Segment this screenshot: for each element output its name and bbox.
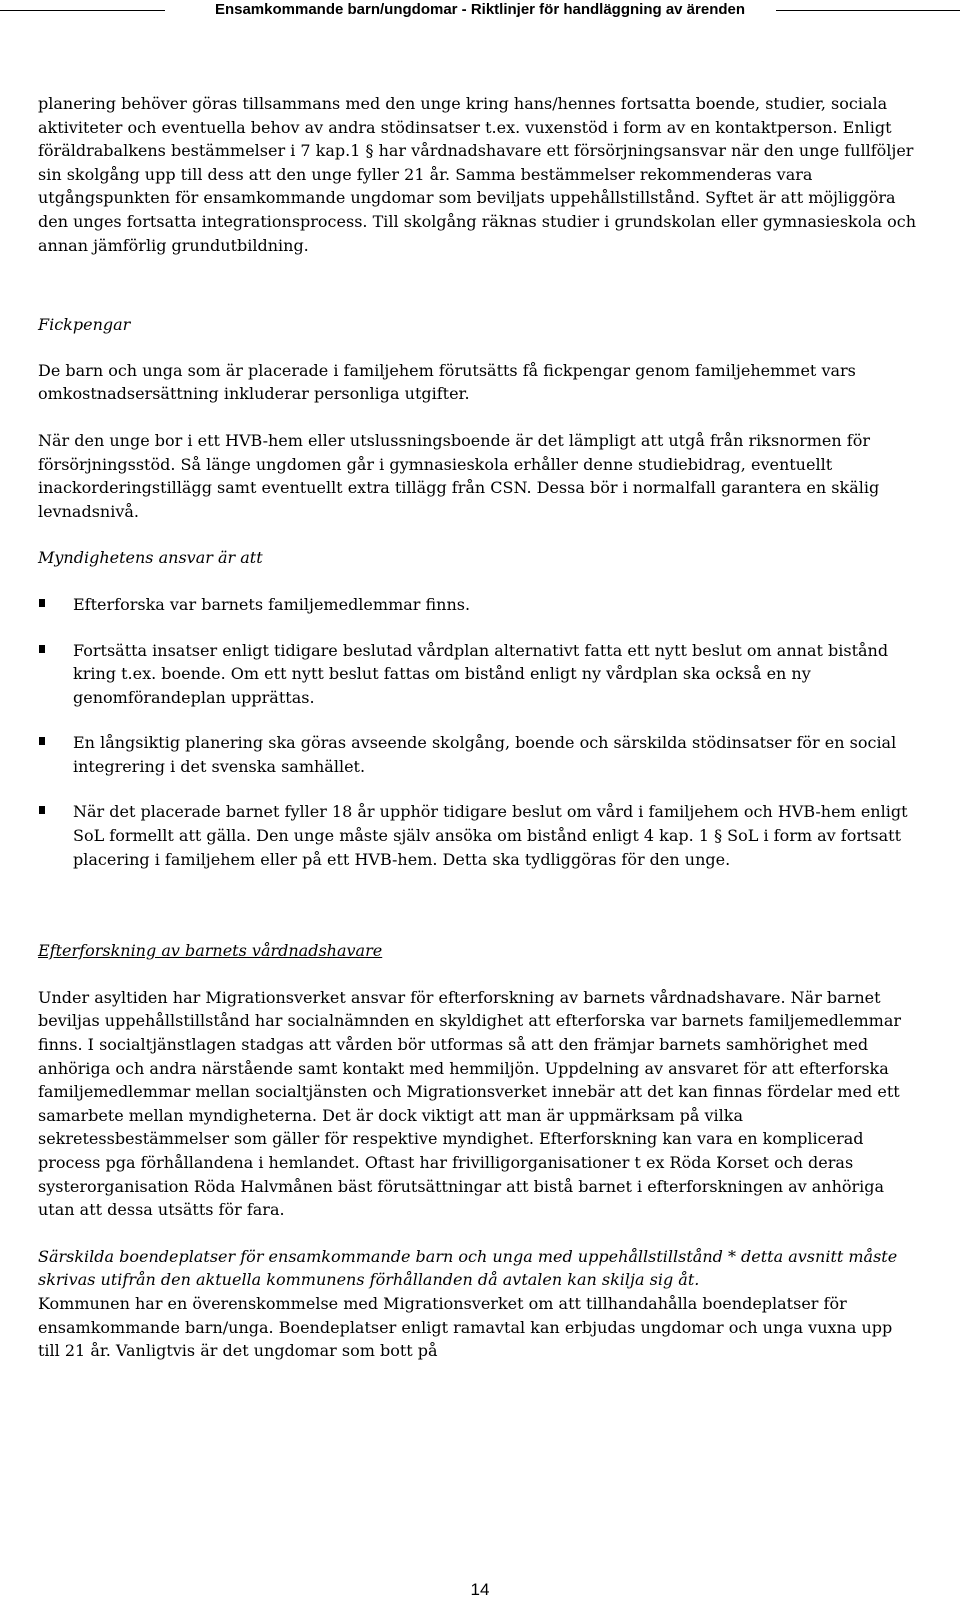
list-item-text: Efterforska var barnets familjemedlemmar finns. [73, 594, 471, 614]
bullet-square-icon [39, 806, 45, 814]
header-rule-right [776, 10, 960, 11]
bullet-square-icon [39, 645, 45, 653]
bullet-square-icon [39, 599, 45, 607]
list-item [38, 731, 918, 778]
list-item-text: Fortsätta insatser enligt tidigare beslutad vårdplan alternativt fatta ett nytt beslut om annat bistånd kring t.ex. boende. Om ett nytt beslut fattas om bistånd enligt ny vårdplan ska också en ny genomförandeplan upprättas. [73, 640, 889, 707]
myndighet-heading: Myndighetens ansvar är att [38, 548, 263, 568]
list-item [38, 800, 918, 871]
fickpengar-paragraph-1: De barn och unga som är placerade i familjehem förutsätts få fickpengar genom familjehemmet vars omkostnadsersättning inkluderar personliga utgifter. [38, 360, 856, 404]
responsibility-list [38, 593, 918, 871]
bullet-square-icon [39, 737, 45, 745]
list-item [38, 639, 918, 710]
list-item-text: En långsiktig planering ska göras avseende skolgång, boende och särskilda stödinsatser för en social integrering i det svenska samhället. [73, 733, 897, 776]
list-item [38, 593, 918, 617]
running-header [0, 0, 960, 22]
efterforskning-heading: Efterforskning av barnets vårdnadshavare [38, 941, 383, 961]
document-body [38, 92, 918, 1363]
fickpengar-heading: Fickpengar [38, 315, 131, 335]
intro-paragraph: planering behöver göras tillsammans med den unge kring hans/hennes fortsatta boende, studier, sociala aktiviteter och eventuella behov av andra stödinsatser t.ex. vuxenstöd i form av en kontaktperson. Enligt föräldrabalkens bestämmelser i 7 kap.1 § har vårdnadshavare ett försörjningsansvar när den unge fullföljer sin skolgång upp till dess att den unge fyller 21 år. Samma bestämmelser rekommenderas vara utgångspunkten för ensamkommande ungdomar som beviljats uppehållstillstånd. Syftet är att möjliggöra den unges fortsatta integrationsprocess. Till skolgång räknas studier i grundskolan eller gymnasieskola och annan jämförlig grundutbildning. [38, 94, 916, 255]
section-spacer [38, 893, 918, 939]
efterforskning-paragraph: Under asyltiden har Migrationsverket ansvar för efterforskning av barnets vårdnadshavare. När barnet beviljas uppehållstillstånd har socialnämnden en skyldighet att efterforska var barnets familjemedlemmar finns. I socialtjänstlagen stadgas att vården bör utformas så att den främjar barnets samhörighet med anhöriga och andra närstående samt kontakt med hemmiljön. Uppdelning av ansvaret för att efterforska familjemedlemmar mellan socialtjänsten och Migrationsverket innebär att det kan finnas fördelar med ett samarbete mellan myndigheterna. Det är dock viktigt att man är uppmärksam på vilka sekretessbestämmelser som gäller för respektive myndighet. Efterforskning kan vara en komplicerad process pga förhållandena i hemlandet. Oftast har frivilligorganisationer t ex Röda Korset och deras systerorganisation Röda Halvmånen bäst förutsättningar att bistå barnet i efterforskningen av anhöriga utan att dessa utsätts för fara. [38, 987, 902, 1220]
sarskilda-paragraph: Kommunen har en överenskommelse med Migrationsverket om att tillhandahålla boendeplatser för ensamkommande barn/unga. Boendeplatser enligt ramavtal kan erbjudas ungdomar och unga vuxna upp till 21 år. Vanligtvis är det ungdomar som bott på [38, 1293, 893, 1361]
fickpengar-paragraph-2: När den unge bor i ett HVB-hem eller utslussningsboende är det lämpligt att utgå från riksnormen för försörjningsstöd. Så länge ungdomen går i gymnasieskola erhåller denne studiebidrag, eventuellt inackorderingstillägg samt eventuellt extra tillägg från CSN. Dessa bör i normalfall garantera en skälig levnadsnivå. [38, 430, 880, 521]
header-title: Ensamkommande barn/ungdomar - Riktlinjer för handläggning av ärenden [214, 1, 746, 18]
list-item-text: När det placerade barnet fyller 18 år upphör tidigare beslut om vård i familjehem och HVB-hem enligt SoL formellt att gälla. Den unge måste själv ansöka om bistånd enligt 4 kap. 1 § SoL i form av fortsatt placering i familjehem eller på ett HVB-hem. Detta ska tydliggöras för den unge. [73, 802, 908, 869]
sarskilda-heading: Särskilda boendeplatser för ensamkommande barn och unga med uppehållstillstånd * detta avsnitt måste skrivas utifrån den aktuella kommunens förhållanden då avtalen kan skilja sig åt. [38, 1246, 898, 1290]
page-number: 14 [470, 1580, 490, 1599]
